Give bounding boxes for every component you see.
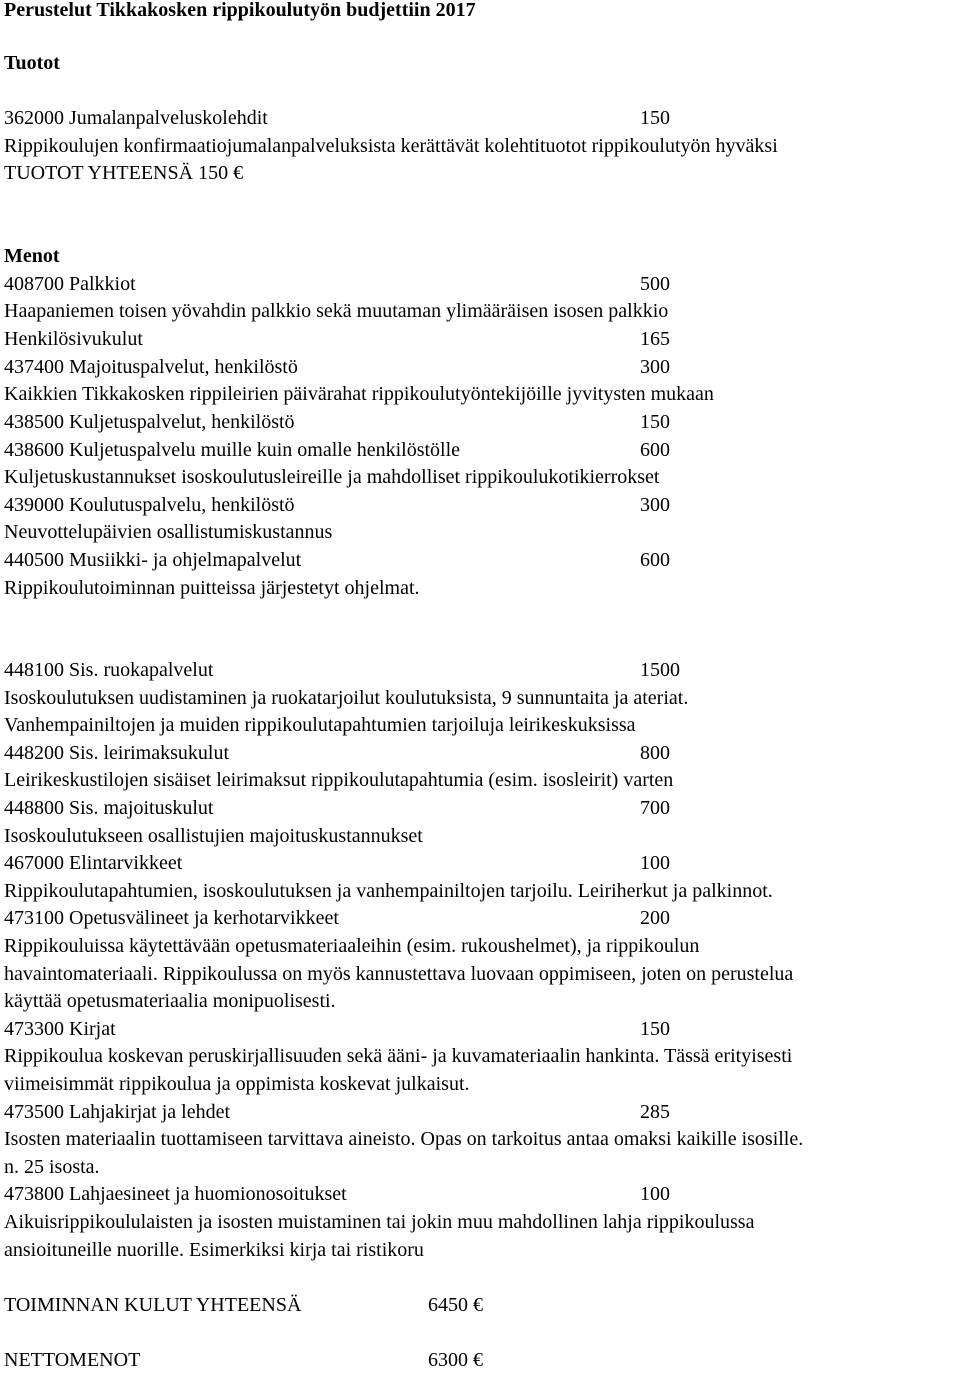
expense-row-description: Leirikeskustilojen sisäiset leirimaksut rippikoulutapahtumia (esim. isosleirit) varten xyxy=(4,769,674,791)
expense-row-value: 285 xyxy=(640,1101,670,1123)
expense-row-label: 467000 Elintarvikkeet xyxy=(4,852,183,874)
expense-row-label: 438600 Kuljetuspalvelu muille kuin omalle henkilöstölle xyxy=(4,439,461,461)
expense-row-description: Rippikouluissa käytettävään opetusmateriaaleihin (esim. rukoushelmet), ja rippikoulun xyxy=(4,935,700,957)
expense-row-value: 600 xyxy=(640,549,670,571)
expense-row-value: 300 xyxy=(640,356,670,378)
expense-row-description: Isoskoulutuksen uudistaminen ja ruokatarjoilut koulutuksista, 9 sunnuntaita ja ateriat. xyxy=(4,687,689,709)
expense-row-value: 700 xyxy=(640,797,670,819)
expense-row-value: 200 xyxy=(640,907,670,929)
expense-row-description: Kaikkien Tikkakosken rippileirien päivärahat rippikoulutyöntekijöille jyvitysten mukaan xyxy=(4,383,714,405)
expense-row-value: 150 xyxy=(640,1018,670,1040)
income-row-label: 362000 Jumalanpalveluskolehdit xyxy=(4,107,268,129)
expense-row-label: 439000 Koulutuspalvelu, henkilöstö xyxy=(4,494,295,516)
expense-row-label: 448200 Sis. leirimaksukulut xyxy=(4,742,229,764)
expense-row-description: Isoskoulutukseen osallistujien majoituskustannukset xyxy=(4,825,423,847)
operating-total-value: 6450 € xyxy=(428,1294,483,1316)
net-total-label: NETTOMENOT xyxy=(4,1349,141,1371)
expense-row-description: Haapaniemen toisen yövahdin palkkio sekä muutaman ylimääräisen isosen palkkio xyxy=(4,300,669,322)
expense-row-label: Henkilösivukulut xyxy=(4,328,143,350)
expense-row-label: 408700 Palkkiot xyxy=(4,273,136,295)
expense-row-value: 100 xyxy=(640,1183,670,1205)
expense-row-value: 150 xyxy=(640,411,670,433)
income-heading: Tuotot xyxy=(4,52,60,74)
expense-row-description: n. 25 isosta. xyxy=(4,1156,100,1178)
expense-row-description: havaintomateriaali. Rippikoulussa on myös kannustettava luovaan oppimiseen, joten on perustelua xyxy=(4,963,794,985)
expense-row-value: 800 xyxy=(640,742,670,764)
expense-row-value: 600 xyxy=(640,439,670,461)
expense-row-label: 473800 Lahjaesineet ja huomionosoitukset xyxy=(4,1183,347,1205)
expense-row-label: 448800 Sis. majoituskulut xyxy=(4,797,214,819)
expense-row-label: 440500 Musiikki- ja ohjelmapalvelut xyxy=(4,549,302,571)
expense-row-description: Rippikoulutapahtumien, isoskoulutuksen ja vanhempainiltojen tarjoilu. Leiriherkut ja palkinnot. xyxy=(4,880,773,902)
expense-row-description: Neuvottelupäivien osallistumiskustannus xyxy=(4,521,333,543)
expense-row-label: 438500 Kuljetuspalvelut, henkilöstö xyxy=(4,411,295,433)
expense-row-description: Rippikoulutoiminnan puitteissa järjestetyt ohjelmat. xyxy=(4,577,420,599)
expense-row-description: Rippikoulua koskevan peruskirjallisuuden sekä ääni- ja kuvamateriaalin hankinta. Tässä erityisesti xyxy=(4,1045,793,1067)
income-total: TUOTOT YHTEENSÄ 150 € xyxy=(4,162,244,184)
expense-row-value: 100 xyxy=(640,852,670,874)
expense-row-description: ansioituneille nuorille. Esimerkiksi kirja tai ristikoru xyxy=(4,1239,424,1261)
expense-row-label: 473300 Kirjat xyxy=(4,1018,116,1040)
expense-row-description: Aikuisrippikoululaisten ja isosten muistaminen tai jokin muu mahdollinen lahja rippikoulussa xyxy=(4,1211,755,1233)
expense-row-description: Vanhempainiltojen ja muiden rippikoulutapahtumien tarjoiluja leirikeskuksissa xyxy=(4,714,636,736)
expense-row-label: 473500 Lahjakirjat ja lehdet xyxy=(4,1101,231,1123)
expense-row-value: 165 xyxy=(640,328,670,350)
expense-row-value: 1500 xyxy=(640,659,680,681)
income-row-description: Rippikoulujen konfirmaatiojumalanpalveluksista kerättävät kolehtituotot rippikoulutyön hyväksi xyxy=(4,135,778,157)
expense-row-label: 448100 Sis. ruokapalvelut xyxy=(4,659,214,681)
expense-row-description: Isosten materiaalin tuottamiseen tarvittava aineisto. Opas on tarkoitus antaa omaksi kaikille isosille. xyxy=(4,1128,804,1150)
expense-row-description: käyttää opetusmateriaalia monipuolisesti. xyxy=(4,990,336,1012)
expense-row-value: 500 xyxy=(640,273,670,295)
expense-row-description: viimeisimmät rippikoulua ja oppimista koskevat julkaisut. xyxy=(4,1073,470,1095)
income-row-value: 150 xyxy=(640,107,670,129)
net-total-value: 6300 € xyxy=(428,1349,483,1371)
expense-row-value: 300 xyxy=(640,494,670,516)
operating-total-label: TOIMINNAN KULUT YHTEENSÄ xyxy=(4,1294,302,1316)
expenses-heading: Menot xyxy=(4,245,60,267)
expense-row-label: 473100 Opetusvälineet ja kerhotarvikkeet xyxy=(4,907,339,929)
expense-row-description: Kuljetuskustannukset isoskoulutusleireille ja mahdolliset rippikoulukotikierrokset xyxy=(4,466,660,488)
expense-row-label: 437400 Majoituspalvelut, henkilöstö xyxy=(4,356,298,378)
document-title: Perustelut Tikkakosken rippikoulutyön budjettiin 2017 xyxy=(4,0,476,21)
